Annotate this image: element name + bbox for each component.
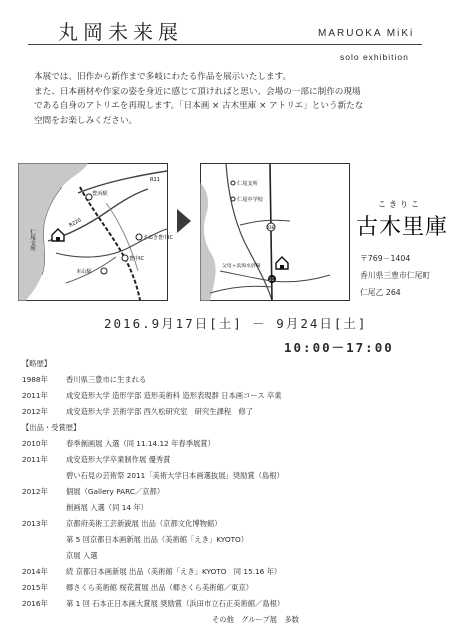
title-rule — [28, 44, 422, 45]
award-row: 2011年 成安造形大学卒業制作展 優秀賞 — [22, 455, 171, 464]
award-row: 2016年 第 1 回 石本正日本画大賞展 奨励賞（浜田市立石正美術館／島根） — [22, 599, 285, 608]
station-marker — [101, 268, 107, 274]
intro-line: である自身のアトリエを再現します。「日本画 × 古木里庫 × アトリエ」という新たな — [34, 101, 364, 112]
award-row-continued: 碧い石見の芸術祭 2011「美術大学日本画選抜展」奨励賞（島根） — [66, 471, 284, 480]
svg-text:こきりこ: こきりこ — [378, 200, 422, 209]
history-row: 1988年 香川県三豊市に生まれる — [22, 375, 147, 384]
venue-address — [360, 250, 430, 301]
artist-biography — [22, 356, 442, 628]
map-label-route1: R11 — [150, 177, 160, 183]
history-row: 2011年 成安造形大学 造形学部 造形美術科 造形表現群 日本画コース 卒業 — [22, 391, 282, 400]
award-row: 2015年 郷さくら美術館 桜花賞展 出品（郷さくら美術館／東京） — [22, 583, 254, 592]
ic-marker — [136, 234, 142, 240]
map-label-route-a: 236 — [266, 225, 275, 230]
map-label-station3: 本山駅 — [76, 269, 92, 275]
other-exhibitions: その他 グループ展 多数 — [212, 615, 299, 624]
award-row: 2013年 京都府美術工芸新鋭展 出品（京都文化博物館） — [22, 519, 222, 528]
ic-marker — [122, 255, 128, 261]
map-label-station1: 豊浜駅 — [92, 191, 108, 197]
detail-map — [200, 163, 350, 301]
map-label-route2: R220 — [68, 217, 83, 229]
award-row: 2012年 個展（Gallery PARC／京都） — [22, 487, 165, 496]
map-label-landmark: 父母ヶ浜海水浴場 — [222, 264, 261, 269]
exhibition-title: 丸岡未来展 — [58, 20, 183, 44]
artist-name: MARUOKA MiKi — [318, 28, 415, 39]
map-label-school2: 仁尾中学校 — [237, 197, 263, 203]
exhibition-dates: 2016.9月17日[土] － 9月24日[土] — [104, 316, 368, 331]
award-row: 2010年 春季創画展 入選（同 11.14.12 年春季展賞） — [22, 439, 215, 448]
map-label-ic1: さぬき豊中IC — [143, 235, 173, 241]
history-row: 2012年 成安造形大学 芸術学部 西久松研究室 研究生課程 修了 — [22, 407, 254, 416]
map-label-school1: 仁尾支所 — [237, 181, 258, 187]
intro-line: 空間をお楽しみください。 — [34, 115, 138, 126]
address-line1: 香川県三豊市仁尾町 — [360, 271, 431, 280]
area-map — [18, 163, 173, 301]
venue-logo — [356, 198, 449, 246]
svg-text:古木里庫: 古木里庫 — [356, 215, 449, 240]
intro-text — [34, 70, 434, 128]
history-heading: 【略歴】 — [22, 359, 52, 368]
address-postal: 〒769－1404 — [360, 254, 411, 263]
map-label-station2: 仁尾支所 — [29, 229, 35, 252]
award-row-continued: 第 5 回京都日本画新展 出品（美術館「えき」KYOTO） — [66, 535, 249, 544]
award-row-continued: 創画展 入選（同 14 年） — [66, 503, 148, 512]
address-line2: 仁尾乙 264 — [360, 288, 401, 297]
intro-line: また、日本画材や作家の姿を身近に感じて頂ければと思い、会場の一部に制作の現場 — [34, 86, 361, 97]
intro-line: 本展では、旧作から新作まで多岐にわたる作品を展示いたします。 — [34, 72, 292, 82]
awards-heading: 【出品・受賞歴】 — [22, 423, 81, 432]
exhibition-subtitle: solo exhibition — [340, 52, 409, 62]
venue-logo-mark — [356, 198, 449, 242]
exhibition-hours: 10:00－17:00 — [284, 340, 394, 355]
award-row-continued: 京展 入選 — [66, 551, 98, 560]
map-label-ic2: 豊中IC — [129, 256, 144, 262]
arrow-right-icon — [175, 207, 193, 235]
award-row: 2014年 続 京都日本画新展 出品（美術館「えき」KYOTO 同 15.16 年） — [22, 567, 282, 576]
map-label-route-b: 21 — [269, 277, 275, 282]
